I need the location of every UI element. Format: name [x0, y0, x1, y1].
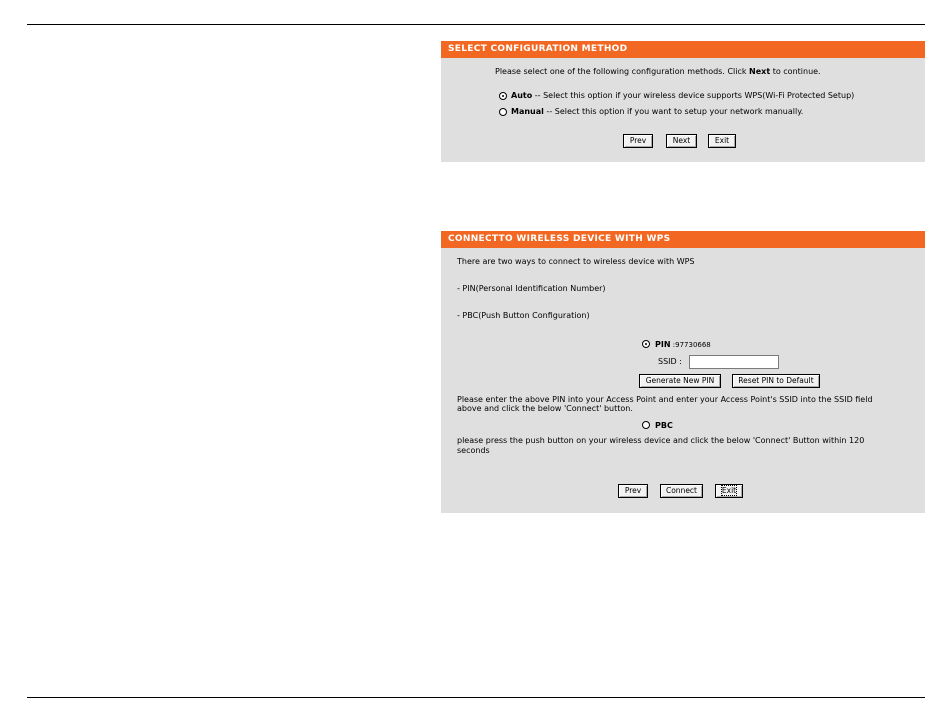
auto-description: -- Select this option if your wireless device supports WPS(Wi-Fi Protected Setup) — [532, 91, 855, 100]
pin-option — [655, 340, 711, 350]
manual-option-text — [511, 107, 803, 117]
connect-button-label: Connect — [665, 486, 697, 495]
intro-text-end: to continue. — [770, 67, 821, 76]
auto-radio[interactable] — [499, 92, 507, 100]
generate-new-pin-label: Generate New PIN — [645, 376, 715, 385]
pbc-description: - PBC(Push Button Configuration) — [457, 311, 590, 320]
pin-description: - PIN(Personal Identification Number) — [457, 284, 606, 293]
panel-header: CONNECTTO WIRELESS DEVICE WITH WPS — [441, 231, 925, 248]
intro-text — [495, 67, 821, 77]
pin-instructions-line1: Please enter the above PIN into your Access Point and enter your Access Point's SSID into the SSID field — [457, 395, 873, 404]
intro-text-part: Please select one of the following configuration methods. Click — [495, 67, 750, 76]
exit-button-label: Exit — [714, 136, 730, 145]
generate-new-pin-button[interactable] — [639, 374, 721, 388]
panel-header: SELECT CONFIGURATION METHOD — [441, 41, 925, 58]
pbc-instructions-line1: please press the push button on your wireless device and click the below 'Connect' Button within 120 — [457, 436, 865, 445]
prev-button-label: Prev — [624, 486, 642, 495]
auto-label: Auto — [511, 91, 533, 100]
manual-description: -- Select this option if you want to setup your network manually. — [543, 107, 804, 116]
pbc-label-text: PBC — [655, 421, 673, 430]
exit-button[interactable] — [715, 484, 743, 498]
top-rule — [27, 24, 925, 25]
ssid-input[interactable] — [689, 355, 779, 369]
bottom-rule — [27, 697, 925, 698]
reset-pin-label: Reset PIN to Default — [738, 376, 814, 385]
exit-button-label: Exit — [721, 486, 737, 495]
wps-connect-panel — [441, 231, 925, 513]
manual-label: Manual — [511, 107, 544, 116]
manual-radio[interactable] — [499, 108, 507, 116]
pin-radio[interactable] — [642, 340, 650, 348]
pin-instructions-line2: above and click the below 'Connect' button. — [457, 404, 633, 413]
reset-pin-button[interactable] — [732, 374, 820, 388]
pbc-radio[interactable] — [642, 421, 650, 429]
pbc-label — [655, 421, 673, 431]
connect-button[interactable] — [660, 484, 703, 498]
next-button[interactable] — [666, 134, 697, 148]
intro-next-bold: Next — [749, 67, 771, 76]
auto-option-text — [511, 91, 854, 101]
select-configuration-panel — [441, 41, 925, 162]
prev-button[interactable] — [618, 484, 648, 498]
pin-value: :97730668 — [670, 341, 711, 349]
prev-button-label: Prev — [629, 136, 647, 145]
exit-button[interactable] — [708, 134, 736, 148]
prev-button[interactable] — [623, 134, 653, 148]
next-button-label: Next — [672, 136, 691, 145]
wps-intro: There are two ways to connect to wireless device with WPS — [457, 257, 695, 266]
pin-label: PIN — [655, 340, 671, 349]
ssid-label: SSID : — [658, 357, 682, 366]
pbc-instructions-line2: seconds — [457, 446, 490, 455]
